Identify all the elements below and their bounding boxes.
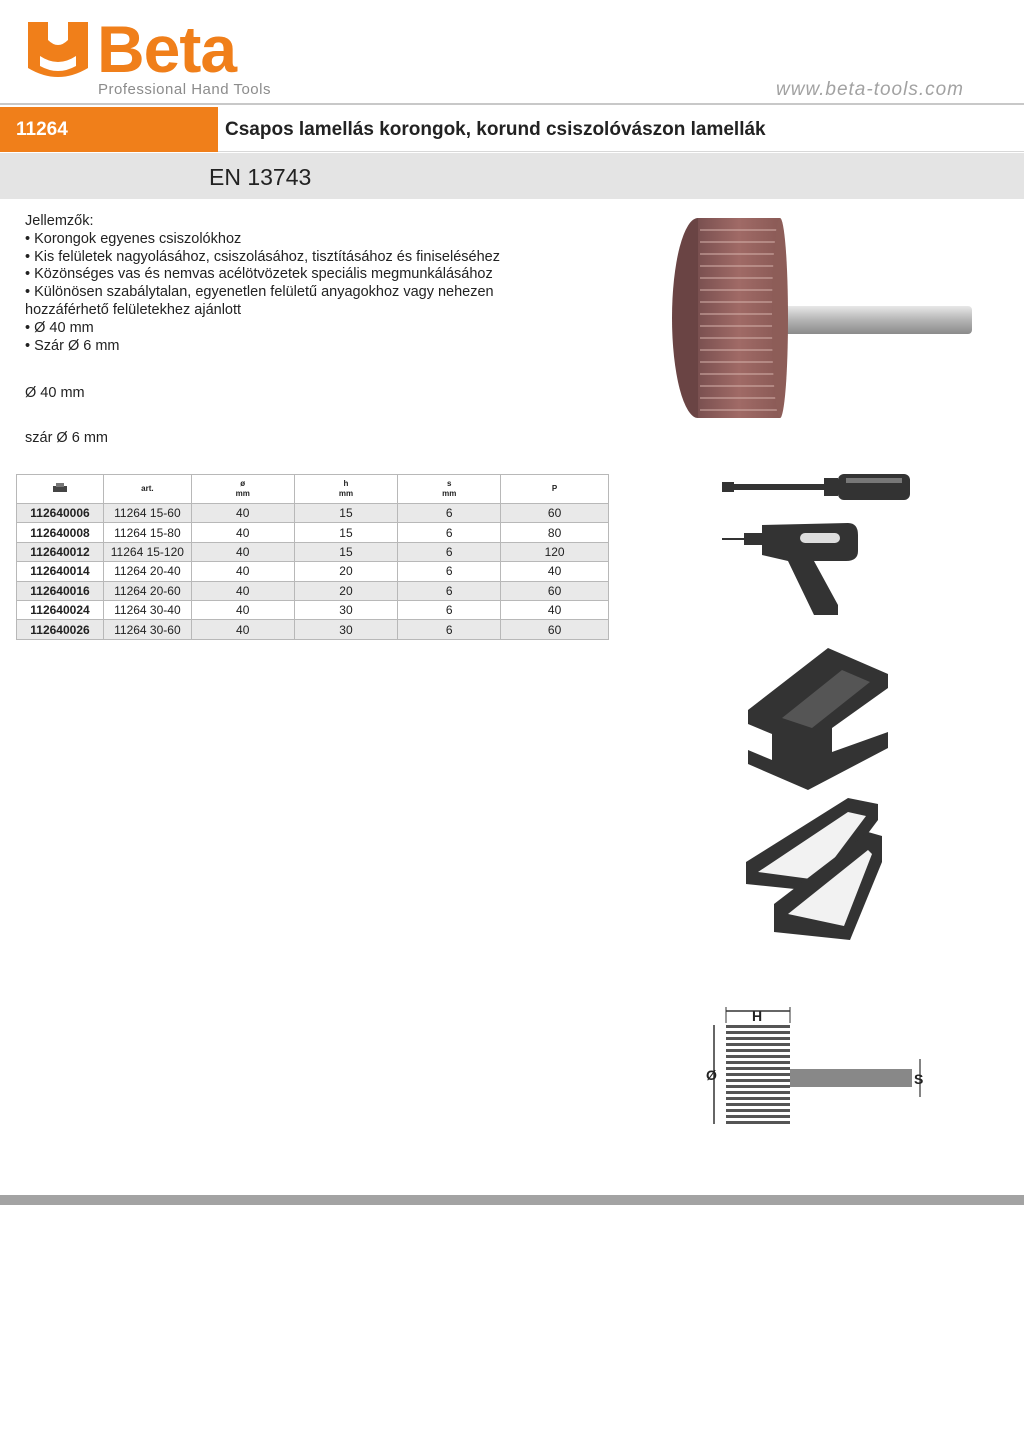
table-cell: 11264 20-40: [103, 562, 191, 581]
table-cell: 40: [191, 620, 294, 639]
table-cell: 40: [191, 581, 294, 600]
table-row: [17, 504, 609, 523]
features-heading: Jellemzők:: [25, 213, 94, 229]
table-header-row: [17, 475, 609, 504]
table-cell: 11264 15-60: [103, 504, 191, 523]
table-cell: 11264 15-80: [103, 523, 191, 542]
footer-divider: [0, 1195, 1024, 1205]
table-row: [17, 523, 609, 542]
table-cell: 15: [294, 523, 398, 542]
feature-item: hozzáférhető felületekhez ajánlott: [25, 301, 242, 318]
table-cell: 11264 30-40: [103, 600, 191, 619]
table-cell: 20: [294, 581, 398, 600]
table-cell: 40: [191, 600, 294, 619]
table-cell: 11264 20-60: [103, 581, 191, 600]
table-cell: 112640012: [17, 542, 104, 561]
table-cell: 40: [191, 504, 294, 523]
website-link[interactable]: www.beta-tools.com: [776, 79, 965, 100]
table-cell: 6: [398, 523, 501, 542]
brand-tagline: Professional Hand Tools: [98, 81, 271, 98]
table-cell: 6: [398, 600, 501, 619]
table-cell: 15: [294, 542, 398, 561]
table-cell: 120: [501, 542, 609, 561]
package-icon: [52, 482, 68, 493]
table-cell: 40: [191, 523, 294, 542]
table-cell: 60: [501, 581, 609, 600]
diameter-spec: Ø 40 mm: [25, 385, 85, 401]
table-cell: 60: [501, 620, 609, 639]
height-label: H: [752, 1008, 763, 1024]
table-row: [17, 542, 609, 561]
table-row: [17, 581, 609, 600]
shank-spec: szár Ø 6 mm: [25, 430, 108, 446]
table-cell: 11264 15-120: [103, 542, 191, 561]
table-cell: 112640008: [17, 523, 104, 542]
feature-item: • Korongok egyenes csiszolókhoz: [25, 230, 242, 247]
table-cell: 112640014: [17, 562, 104, 581]
table-cell: 112640026: [17, 620, 104, 639]
shank-label: S: [914, 1071, 924, 1087]
table-cell: 6: [398, 620, 501, 639]
table-cell: 6: [398, 562, 501, 581]
table-row: [17, 620, 609, 639]
table-cell: 6: [398, 581, 501, 600]
feature-item: • Kis felületek nagyolásához, csiszolásához, tisztításához és finiseléséhez: [25, 248, 500, 265]
table-cell: 11264 30-60: [103, 620, 191, 639]
flap-wheel-image: [668, 210, 978, 425]
table-cell: 112640006: [17, 504, 104, 523]
header-grit: P: [501, 475, 609, 504]
straight-grinder-icon: [718, 468, 918, 506]
table-cell: 30: [294, 600, 398, 619]
standard-bar: [0, 153, 1024, 199]
product-code: 11264: [0, 107, 218, 152]
features-list: [25, 213, 585, 355]
header-package: [17, 475, 104, 504]
table-row: [17, 562, 609, 581]
feature-item: • Ø 40 mm: [25, 319, 94, 336]
standard-label: EN 13743: [209, 164, 312, 190]
table-cell: 40: [191, 562, 294, 581]
header-shank: s mm: [398, 475, 501, 504]
steel-beam-icon: [742, 640, 892, 800]
spec-table: [16, 474, 609, 640]
product-title: Csapos lamellás korongok, korund csiszolóvászon lamellák: [218, 107, 1024, 152]
brand-name: Beta: [97, 12, 237, 86]
wood-planks-icon: [740, 792, 890, 944]
drill-icon: [718, 515, 878, 625]
table-cell: 112640024: [17, 600, 104, 619]
table-cell: 40: [191, 542, 294, 561]
diameter-label: Ø: [706, 1067, 717, 1083]
feature-item: • Különösen szabálytalan, egyenetlen felületű anyagokhoz vagy nehezen: [25, 284, 494, 301]
feature-item: • Szár Ø 6 mm: [25, 337, 120, 354]
table-cell: 6: [398, 542, 501, 561]
table-row: [17, 600, 609, 619]
table-cell: 80: [501, 523, 609, 542]
table-cell: 40: [501, 600, 609, 619]
table-cell: 15: [294, 504, 398, 523]
table-cell: 6: [398, 504, 501, 523]
header-diameter: ø mm: [191, 475, 294, 504]
header-divider: [0, 103, 1024, 105]
header-height: h mm: [294, 475, 398, 504]
dimension-diagram: [700, 1003, 940, 1133]
header-art: art.: [103, 475, 191, 504]
table-cell: 20: [294, 562, 398, 581]
table-cell: 60: [501, 504, 609, 523]
table-cell: 30: [294, 620, 398, 639]
table-cell: 112640016: [17, 581, 104, 600]
feature-item: • Közönséges vas és nemvas acélötvözetek speciális megmunkálásához: [25, 266, 493, 283]
table-cell: 40: [501, 562, 609, 581]
